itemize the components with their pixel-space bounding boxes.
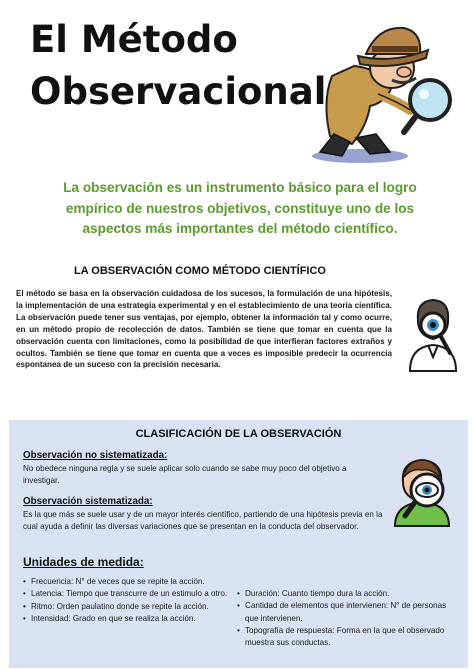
list-item: • Duración: Cuanto tiempo dura la acción. bbox=[237, 588, 459, 600]
page-title bbox=[30, 14, 326, 118]
observer-magnifier-icon bbox=[402, 295, 464, 373]
section-body-metodo: El método se basa en la observación cuidadosa de los sucesos, la formulación de una hipótesis, la implementación de una estrategia experimental y en el establecimiento de una teoría científica. La observación puede tener sus ventajas, por ejemplo, obtener la información tal y como ocurre, en un método propio de recolección de datos. También se tiene que tomar en cuenta que la observación cuenta con limitaciones, como la posibilidad de que interfieran factores extraños y ocultos. También se tiene que tomar en cuenta que a veces es imposible predecir la ocurrencia espontanea de un suceso con la precisión necesaria. bbox=[16, 289, 392, 370]
eye-magnifier-icon bbox=[387, 456, 457, 528]
label-sistematizada: Observación sistematizada: bbox=[23, 496, 153, 507]
detective-icon bbox=[292, 6, 462, 166]
title-line-2: Observacional bbox=[30, 70, 327, 113]
units-list-right bbox=[237, 588, 459, 649]
section-heading-clasificacion: CLASIFICACIÓN DE LA OBSERVACIÓN bbox=[135, 428, 342, 440]
label-no-sistematizada: Observación no sistematizada: bbox=[23, 450, 168, 461]
units-list-left bbox=[23, 576, 233, 625]
text-sistematizada: Es la que más se suele usar y de un mayor interés científico, partiendo de una hipótesis previa en la cual ayuda a definir las diversas variaciones que se presentan en la conducta del observador. bbox=[23, 510, 383, 531]
intro-text: La observación es un instrumento básico para el logro empírico de nuestros objetivos, constituye uno de los aspectos más importantes del método científico. bbox=[63, 180, 417, 236]
list-item: • Frecuencia: N° de veces que se repite la acción. bbox=[23, 576, 233, 588]
title-line-1: El Método bbox=[30, 18, 238, 61]
text-no-sistematizada: No obedece ninguna regla y se suele aplicar solo cuando se sabe muy poco del objetivo a investigar. bbox=[23, 464, 347, 485]
list-item: • Topografía de respuesta: Forma en la que el observado muestra sus conductas. bbox=[237, 625, 459, 650]
list-item: • Cantidad de elementos que intervienen: N° de personas que intervienen. bbox=[237, 600, 459, 625]
list-item: • Latencia: Tiempo que transcurre de un estimulo a otro. bbox=[23, 588, 233, 600]
list-item: • Ritmo: Orden paulatino donde se repite la acción. bbox=[23, 601, 233, 613]
classification-panel bbox=[9, 420, 468, 668]
list-item: • Intensidad: Grado en que se realiza la acción. bbox=[23, 613, 233, 625]
units-heading: Unidades de medida: bbox=[23, 555, 144, 569]
section-heading-metodo: LA OBSERVACIÓN COMO MÉTODO CIENTÍFICO bbox=[74, 265, 326, 277]
